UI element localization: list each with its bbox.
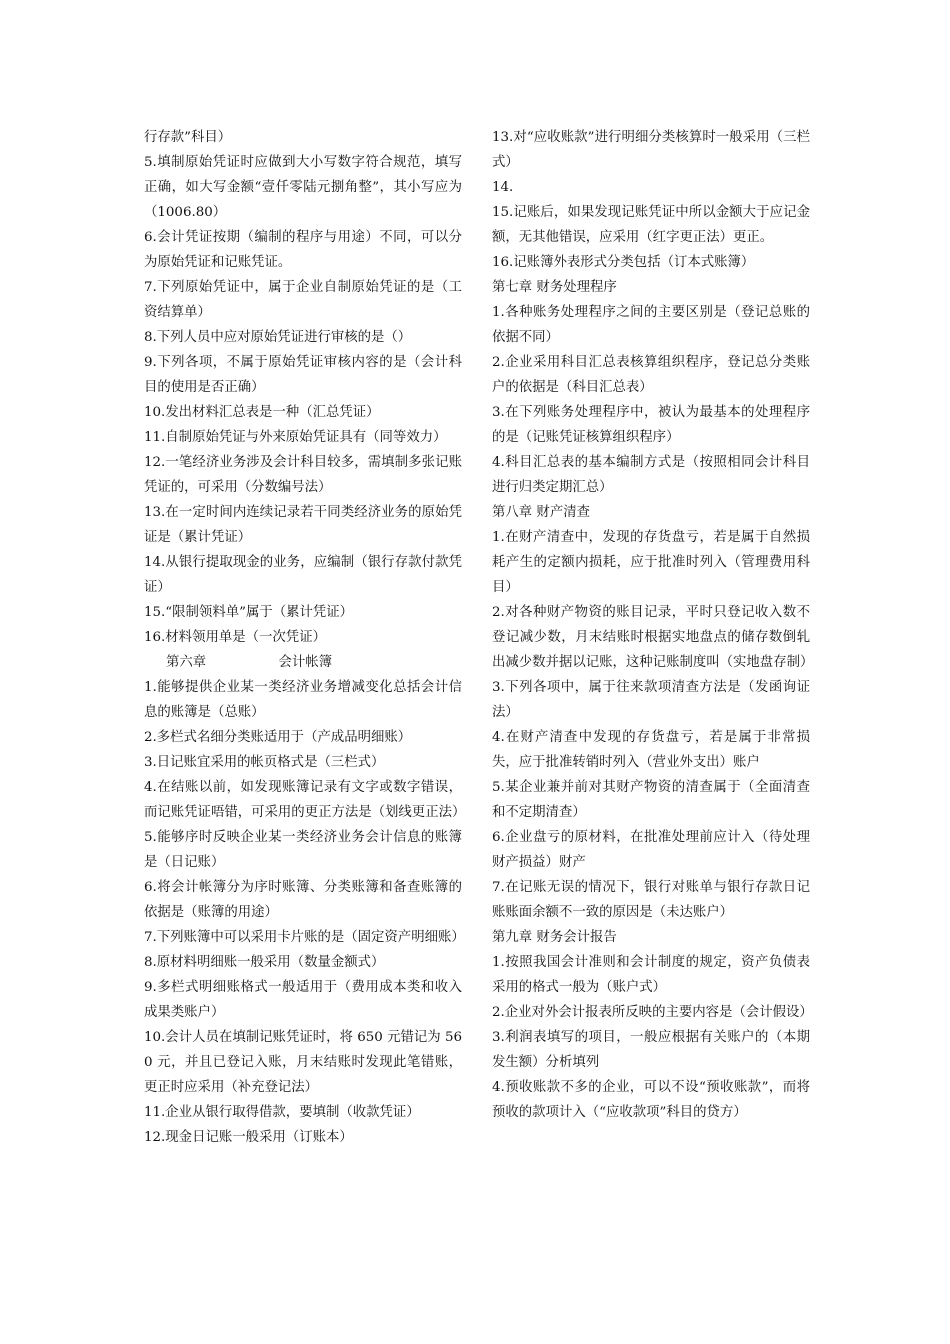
question-item: 15.“限制领料单”属于（累计凭证）	[144, 605, 354, 620]
question-item: 16.材料领用单是（一次凭证）	[144, 630, 326, 645]
question-item: 13.在一定时间内连续记录若干同类经济业务的原始凭证是（累计凭证）	[144, 505, 462, 545]
left-column	[144, 125, 466, 1150]
question-item: 8.原材料明细账一般采用（数量金额式）	[144, 955, 385, 970]
question-item: 13.对“应收账款”进行明细分类核算时一般采用（三栏式）	[492, 130, 810, 170]
question-item: 6.会计凭证按期（编制的程序与用途）不同，可以分为原始凭证和记账凭证。	[144, 230, 462, 270]
question-item: 4.预收账款不多的企业，可以不设“预收账款”，而将预收的款项计入（“应收款项”科目的贷方）	[492, 1080, 810, 1120]
question-item: 2.企业采用科目汇总表核算组织程序，登记总分类账户的依据是（科目汇总表）	[492, 355, 810, 395]
question-item: 11.自制原始凭证与外来原始凭证具有（同等效力）	[144, 430, 447, 445]
question-item: 2.企业对外会计报表所反映的主要内容是（会计假设）	[492, 1005, 813, 1020]
right-column	[492, 125, 814, 1125]
question-item: 3.在下列账务处理程序中，被认为最基本的处理程序的是（记账凭证核算组织程序）	[492, 405, 810, 445]
question-item: 3.日记账宜采用的帐页格式是（三栏式）	[144, 755, 385, 770]
question-item: 11.企业从银行取得借款，要填制（收款凭证）	[144, 1105, 420, 1120]
question-item: 7.下列账簿中可以采用卡片账的是（固定资产明细账）	[144, 930, 465, 945]
question-item: 5.某企业兼并前对其财产物资的清查属于（全面清查和不定期清查）	[492, 780, 810, 820]
question-item: 7.在记账无误的情况下，银行对账单与银行存款日记账账面余额不一致的原因是（未达账户）	[492, 880, 810, 920]
question-item: 8.下列人员中应对原始凭证进行审核的是（）	[144, 330, 412, 345]
question-item: 1.各种账务处理程序之间的主要区别是（登记总账的依据不同）	[492, 305, 810, 345]
question-item: 行存款”科目）	[144, 130, 232, 145]
question-item: 14.	[492, 180, 514, 195]
question-item: 7.下列原始凭证中，属于企业自制原始凭证的是（工资结算单）	[144, 280, 462, 320]
question-item: 9.多栏式明细账格式一般适用于（费用成本类和收入成果类账户）	[144, 980, 462, 1020]
question-item: 4.科目汇总表的基本编制方式是（按照相同会计科目进行归类定期汇总）	[492, 455, 810, 495]
question-item: 2.对各种财产物资的账目记录，平时只登记收入数不登记减少数，月末结账时根据实地盘点的储存数倒轧出减少数并据以记账，这种记账制度叫（实地盘存制）	[492, 605, 814, 670]
question-item: 12.现金日记账一般采用（订账本）	[144, 1130, 353, 1145]
chapter-heading: 第七章 财务处理程序	[492, 280, 617, 295]
question-item: 9.下列各项，不属于原始凭证审核内容的是（会计科目的使用是否正确）	[144, 355, 462, 395]
question-item: 14.从银行提取现金的业务，应编制（银行存款付款凭证）	[144, 555, 462, 595]
question-item: 4.在结账以前，如发现账簿记录有文字或数字错误，而记账凭证唔错，可采用的更正方法是（划线更正法）	[144, 780, 466, 820]
question-item: 3.下列各项中，属于往来款项清查方法是（发函询证法）	[492, 680, 810, 720]
question-item: 10.会计人员在填制记账凭证时，将 650 元错记为 560 元，并且已登记入账，月末结账时发现此笔错账，更正时应采用（补充登记法）	[144, 1030, 462, 1095]
question-item: 5.能够序时反映企业某一类经济业务会计信息的账簿是（日记账）	[144, 830, 462, 870]
question-item: 10.发出材料汇总表是一种（汇总凭证）	[144, 405, 380, 420]
question-item: 1.能够提供企业某一类经济业务增减变化总括会计信息的账簿是（总账）	[144, 680, 462, 720]
question-item: 12.一笔经济业务涉及会计科目较多，需填制多张记账凭证的，可采用（分数编号法）	[144, 455, 462, 495]
question-item: 1.在财产清查中，发现的存货盘亏，若是属于自然损耗产生的定额内损耗，应于批准时列入（管理费用科目）	[492, 530, 810, 595]
question-item: 2.多栏式名细分类账适用于（产成品明细账）	[144, 730, 412, 745]
question-item: 6.将会计帐簿分为序时账簿、分类账簿和备查账簿的依据是（账簿的用途）	[144, 880, 462, 920]
chapter-heading: 第八章 财产清查	[492, 505, 590, 520]
question-item: 3.利润表填写的项目，一般应根据有关账户的（本期发生额）分析填列	[492, 1030, 810, 1070]
question-item: 16.记账簿外表形式分类包括（订本式账簿）	[492, 255, 755, 270]
question-item: 6.企业盘亏的原材料，在批准处理前应计入（待处理财产损益）财产	[492, 830, 810, 870]
question-item: 1.按照我国会计准则和会计制度的规定，资产负债表采用的格式一般为（账户式）	[492, 955, 810, 995]
chapter-heading: 第九章 财务会计报告	[492, 930, 617, 945]
chapter-heading: 第六章 会计帐簿	[166, 655, 333, 670]
question-item: 15.记账后，如果发现记账凭证中所以金额大于应记金额，无其他错误，应采用（红字更正法）更正。	[492, 205, 810, 245]
question-item: 4.在财产清查中发现的存货盘亏，若是属于非常损失，应于批准转销时列入（营业外支出）账户	[492, 730, 810, 770]
question-item: 5.填制原始凭证时应做到大小写数字符合规范，填写正确，如大写金额“壹仟零陆元捌角整”，其小写应为（1006.80）	[144, 155, 462, 220]
